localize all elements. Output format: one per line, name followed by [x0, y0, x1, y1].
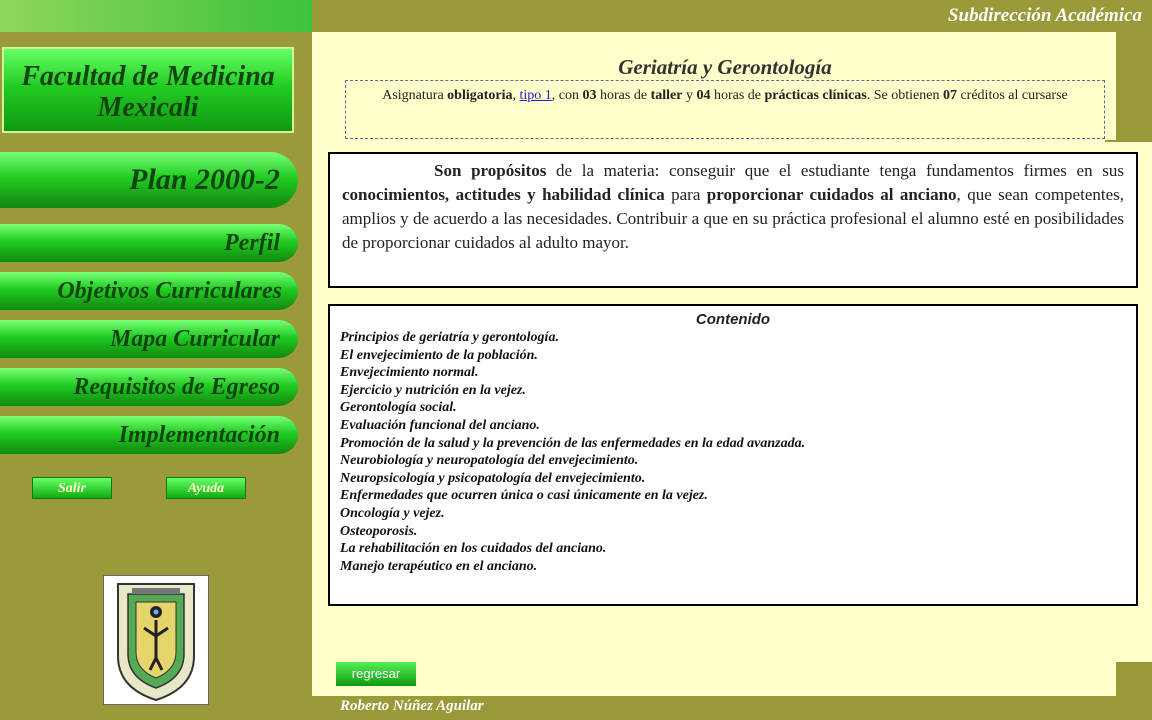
course-info [345, 80, 1105, 139]
list-item: Neurobiología y neuropatología del envejecimiento. [340, 453, 639, 469]
info-creditos: 07 [942, 88, 957, 103]
regresar-button[interactable]: regresar [336, 662, 416, 686]
purpose-text-2: de la materia: conseguir que el estudiante tenga fundamentos firmes en sus [546, 161, 1124, 180]
nav-objetivos-curriculares[interactable]: Objetivos Curriculares [0, 272, 298, 310]
contenido-list [340, 329, 1126, 575]
list-item: Neuropsicología y psicopatología del envejecimiento. [340, 470, 646, 486]
purpose-box [328, 152, 1138, 288]
tipo-link[interactable]: tipo 1 [519, 88, 552, 103]
nav-perfil[interactable]: Perfil [0, 224, 298, 262]
purpose-text-4: para [664, 185, 707, 204]
course-title: Geriatría y Gerontología [618, 55, 832, 79]
info-obligatoria: obligatoria [447, 88, 513, 103]
list-item: Envejecimiento normal. [340, 365, 479, 381]
purpose-bold-3: conocimientos, actitudes y habilidad clínica [342, 185, 665, 204]
info-text-3: , con [551, 88, 583, 103]
university-logo [103, 575, 209, 705]
info-text-8: créditos al cursarse [956, 88, 1068, 103]
list-item: Evaluación funcional del anciano. [340, 417, 540, 433]
info-text-5: y [682, 88, 697, 103]
list-item: Osteoporosis. [340, 523, 418, 539]
list-item: Ejercicio y nutrición en la vejez. [340, 382, 526, 398]
faculty-title: Facultad de Medicina Mexicali [2, 47, 294, 133]
nav-mapa-curricular[interactable]: Mapa Curricular [0, 320, 298, 358]
salir-button[interactable]: Salir [32, 477, 112, 499]
list-item: Promoción de la salud y la prevención de las enfermedades en la edad avanzada. [340, 435, 806, 451]
header-title: Subdirección Académica [947, 5, 1142, 26]
list-item: La rehabilitación en los cuidados del anciano. [340, 541, 607, 557]
info-practicas: prácticas clínicas [764, 88, 867, 103]
contenido-heading: Contenido [695, 311, 771, 328]
ayuda-button[interactable]: Ayuda [166, 477, 246, 499]
info-taller: taller [650, 88, 683, 103]
purpose-bold-5: proporcionar cuidados al anciano [706, 185, 957, 204]
list-item: El envejecimiento de la población. [340, 347, 538, 363]
contenido-box [328, 304, 1138, 606]
bottom-bar [312, 696, 1152, 720]
info-text-6: horas de [710, 88, 765, 103]
university-shield-icon [104, 576, 208, 704]
info-text-7: . Se obtienen [866, 88, 943, 103]
nav-requisitos-egreso[interactable]: Requisitos de Egreso [0, 368, 298, 406]
info-text-4: horas de [596, 88, 651, 103]
nav-plan[interactable]: Plan 2000-2 [0, 152, 298, 208]
top-bar [312, 0, 1152, 32]
list-item: Principios de geriatría y gerontología. [340, 330, 559, 345]
list-item: Manejo terapéutico en el anciano. [340, 558, 538, 574]
author-name: Roberto Núñez Aguilar [340, 698, 484, 714]
top-green-bar [0, 0, 312, 32]
list-item: Oncología y vejez. [340, 505, 445, 521]
info-horas-practicas: 04 [696, 88, 711, 103]
nav-implementacion[interactable]: Implementación [0, 416, 298, 454]
info-horas-taller: 03 [582, 88, 597, 103]
list-item: Enfermedades que ocurren única o casi únicamente en la vejez. [340, 488, 708, 504]
info-text-1: Asignatura [382, 88, 448, 103]
info-text-2: , [512, 88, 520, 103]
divider [1105, 140, 1152, 142]
list-item: Gerontología social. [340, 400, 457, 416]
purpose-lead: Son propósitos [434, 161, 547, 180]
purpose-text-6: , que sean competentes, amplios y de acuerdo a las necesidades. Contribuir a que en su práctica profesional el alumno esté en posibilidades de proporcionar cuidados al adulto mayor. [342, 185, 1125, 252]
